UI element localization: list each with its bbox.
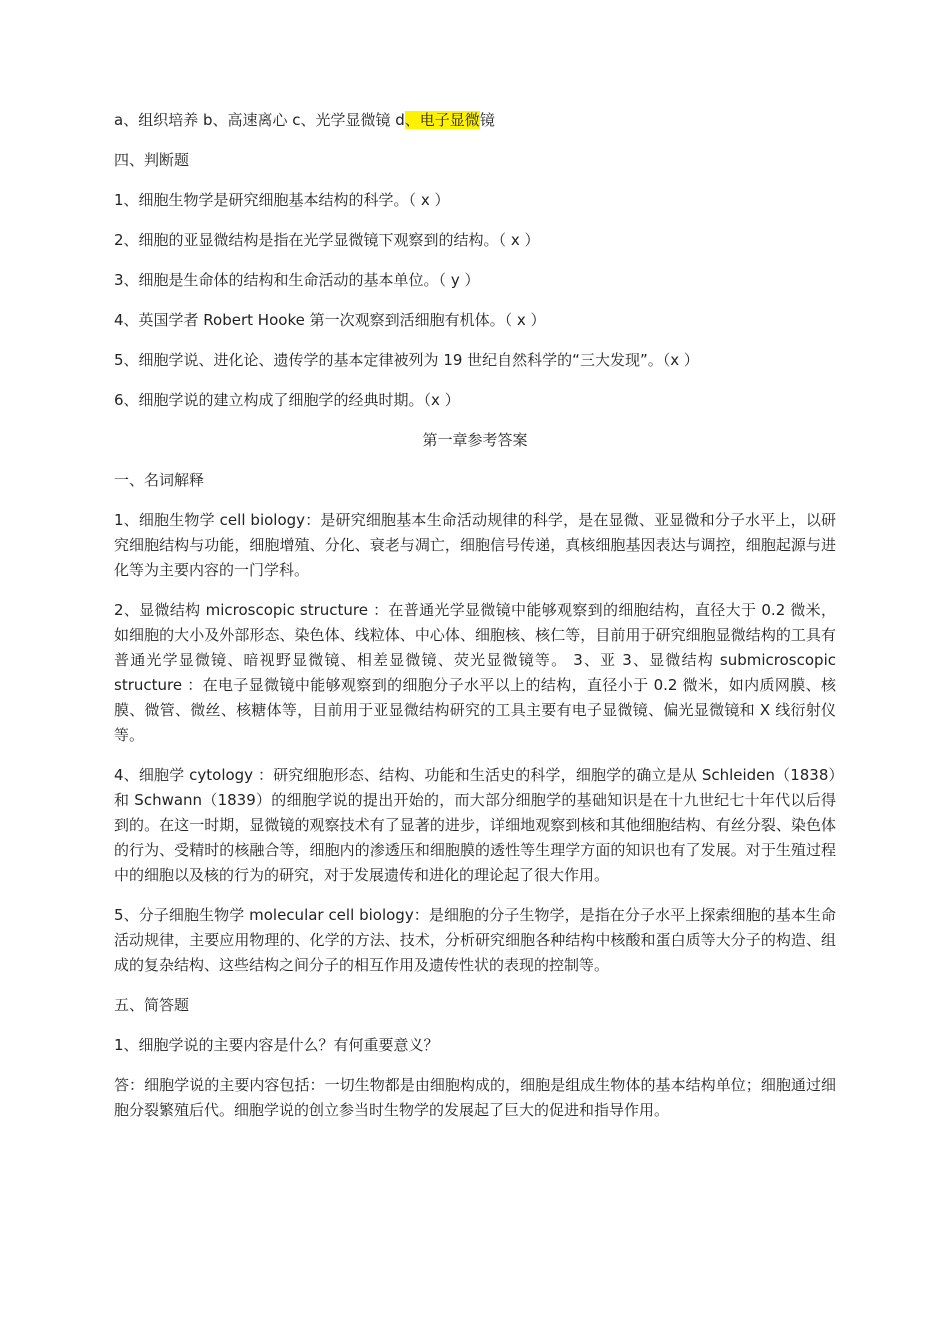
definition-paragraph: 2、显微结构 microscopic structure ：在普通光学显微镜中能够观察到的细胞结构，直径大于 0.2 微米，如细胞的大小及外部形态、染色体、线粒体、中心体、细胞核、核仁等，目前用于研究细胞显微结构的工具有普通光学显微镜、暗视野显微镜、相差显微镜、荧光显微镜等。 3、亚 3、显微结构 submicroscopic structure ：在电子显微镜中能够观察到的细胞分子水平以上的结构，直径小于 0.2 微米，如内质网膜、核膜、微管、微丝、核糖体等，目前用于亚显微结构研究的工具主要有电子显微镜、偏光显微镜和 X 线衍射仪等。 [114, 601, 836, 744]
section-heading-judgment: 四、判断题 [114, 151, 190, 169]
definition-paragraph: 4、细胞学 cytology ：研究细胞形态、结构、功能和生活史的科学，细胞学的确立是从 Schleiden（1838）和 Schwann（1839）的细胞学说的提出开始的，而大部分细胞学的基础知识是在十九世纪七十年代以后得到的。在这一时期，显微镜的观察技术有了显著的进步，详细地观察到核和其他细胞结构、有丝分裂、染色体的行为、受精时的核融合等，细胞内的渗透压和细胞膜的透性等生理学方面的知识也有了发展。对于生殖过程中的细胞以及核的行为的研究，对于发展遗传和进化的理论起了很大作用。 [114, 766, 836, 884]
judgment-item: 6、细胞学说的建立构成了细胞学的经典时期。（x ） [114, 391, 460, 409]
short-answer: 答：细胞学说的主要内容包括：一切生物都是由细胞构成的，细胞是组成生物体的基本结构单位；细胞通过细胞分裂繁殖后代。细胞学说的创立参当时生物学的发展起了巨大的促进和指导作用。 [114, 1076, 836, 1119]
judgment-item: 5、细胞学说、进化论、遗传学的基本定律被列为 19 世纪自然科学的“三大发现”。（x ） [114, 351, 699, 369]
definition-paragraph: 5、分子细胞生物学 molecular cell biology：是细胞的分子生物学，是指在分子水平上探索细胞的基本生命活动规律，主要应用物理的、化学的方法、技术，分析研究细胞各种结构中核酸和蛋白质等大分子的构造、组成的复杂结构、这些结构之间分子的相互作用及遗传性状的表现的控制等。 [114, 906, 836, 974]
section-heading-terms: 一、名词解释 [114, 471, 205, 489]
judgment-item: 3、细胞是生命体的结构和生命活动的基本单位。（ y ） [114, 271, 480, 289]
options-text: a、组织培养 b、高速离心 c、光学显微镜 d [114, 111, 405, 129]
judgment-item: 1、细胞生物学是研究细胞基本结构的科学。（ x ） [114, 191, 450, 209]
short-question: 1、细胞学说的主要内容是什么？有何重要意义？ [114, 1036, 439, 1054]
q3-options [114, 108, 836, 133]
chapter-title: 第一章参考答案 [422, 431, 528, 449]
options-suffix: 镜 [479, 111, 495, 129]
section-heading-short-answer: 五、简答题 [114, 996, 190, 1014]
highlighted-text: 、电子显微 [404, 111, 480, 129]
judgment-item: 2、细胞的亚显微结构是指在光学显微镜下观察到的结构。（ x ） [114, 231, 540, 249]
definition-paragraph: 1、细胞生物学 cell biology：是研究细胞基本生命活动规律的科学，是在显微、亚显微和分子水平上，以研究细胞结构与功能，细胞增殖、分化、衰老与凋亡，细胞信号传递，真核细胞基因表达与调控，细胞起源与进化等为主要内容的一门学科。 [114, 511, 836, 579]
document-page [114, 108, 836, 1138]
judgment-item: 4、英国学者 Robert Hooke 第一次观察到活细胞有机体。（ x ） [114, 311, 546, 329]
